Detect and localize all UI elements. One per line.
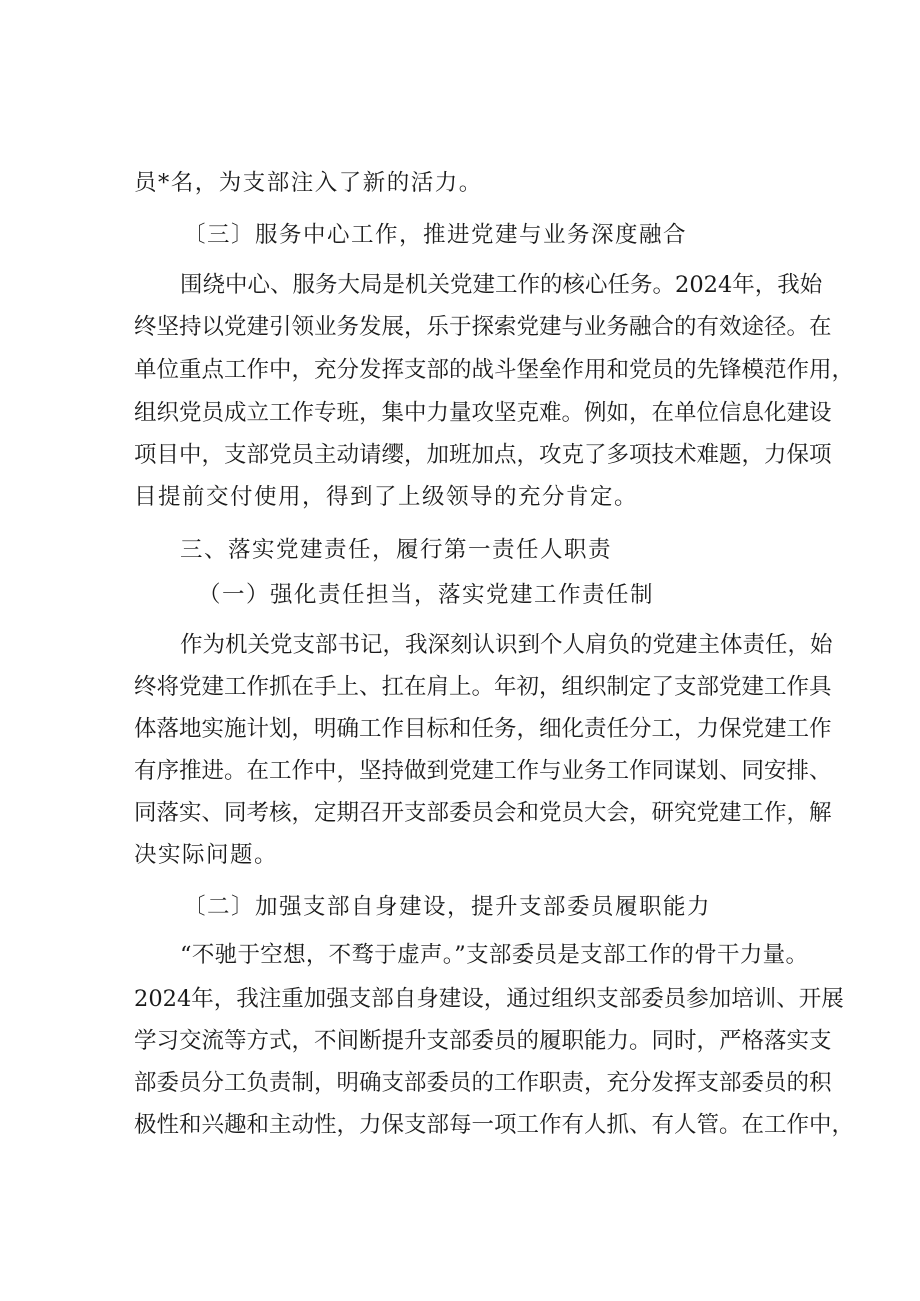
- paragraph-line: 体落地实施计划，明确工作目标和任务，细化责任分工，力保党建工作: [134, 716, 832, 742]
- paragraph-line: 极性和兴趣和主动性，力保支部每一项工作有人抓、有人管。在工作中，: [134, 1112, 855, 1138]
- paragraph-line: 单位重点工作中，充分发挥支部的战斗堡垒作用和党员的先锋模范作用，: [134, 357, 855, 383]
- paragraph-line: 项目中，支部党员主动请缨，加班加点，攻克了多项技术难题，力保项: [134, 442, 832, 468]
- paragraph-line: “不驰于空想，不骛于虚声。”支部委员是支部工作的骨干力量。: [180, 942, 808, 968]
- section-heading: 三、落实党建责任，履行第一责任人职责: [180, 537, 613, 563]
- paragraph-line: 组织党员成立工作专班，集中力量攻坚克难。例如，在单位信息化建设: [134, 400, 832, 426]
- paragraph-line: 部委员分工负责制，明确支部委员的工作职责，充分发挥支部委员的积: [134, 1070, 832, 1096]
- paragraph-line: 目提前交付使用，得到了上级领导的充分肯定。: [134, 484, 639, 510]
- section-heading: 〔三〕服务中心工作，推进党建与业务深度融合: [183, 222, 688, 248]
- paragraph-line: 决实际问题。: [134, 842, 279, 868]
- paragraph-line: 围绕中心、服务大局是机关党建工作的核心任务。2024年，我始: [180, 272, 823, 298]
- paragraph-line: 员*名，为支部注入了新的活力。: [134, 170, 483, 196]
- subsection-heading: 〔二〕加强支部自身建设，提升支部委员履职能力: [183, 894, 712, 920]
- paragraph-line: 有序推进。在工作中，坚持做到党建工作与业务工作同谋划、同安排、: [134, 758, 832, 784]
- paragraph-line: 作为机关党支部书记，我深刻认识到个人肩负的党建主体责任，始: [180, 632, 833, 658]
- subsection-heading: （一）强化责任担当，落实党建工作责任制: [198, 582, 655, 608]
- paragraph-line: 同落实、同考核，定期召开支部委员会和党员大会，研究党建工作，解: [134, 800, 832, 826]
- paragraph-line: 终坚持以党建引领业务发展，乐于探索党建与业务融合的有效途径。在: [134, 314, 832, 340]
- paragraph-line: 学习交流等方式，不间断提升支部委员的履职能力。同时，严格落实支: [134, 1028, 832, 1054]
- paragraph-line: 2024年，我注重加强支部自身建设，通过组织支部委员参加培训、开展: [134, 986, 844, 1012]
- paragraph-line: 终将党建工作抓在手上、扛在肩上。年初，组织制定了支部党建工作具: [134, 674, 832, 700]
